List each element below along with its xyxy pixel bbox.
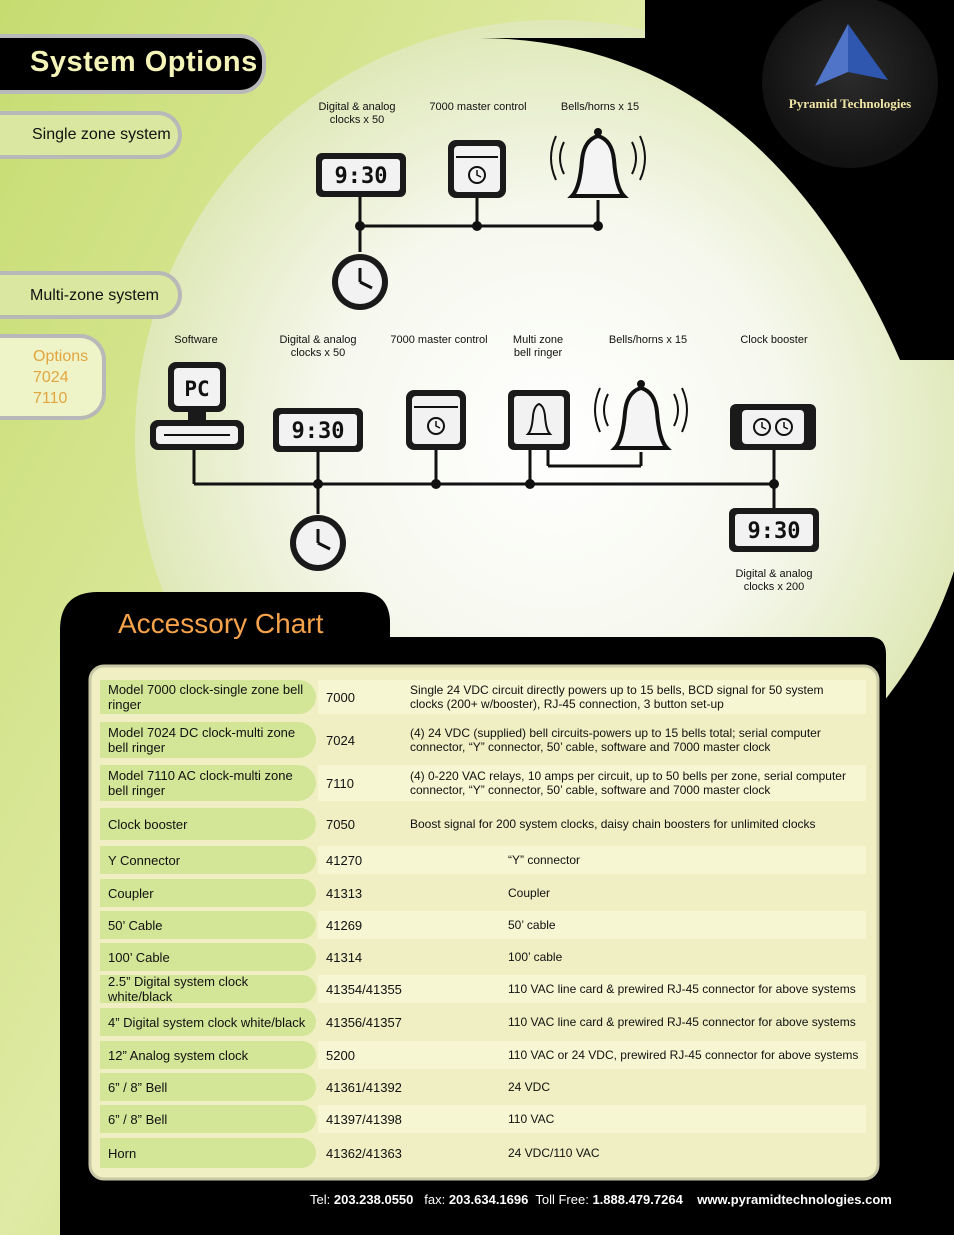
mz-bell-icon [595,380,687,448]
table-row [100,943,866,971]
mz-master-control-icon [406,390,466,450]
mz-ringer-label: Multi zone bell ringer [512,334,564,359]
row-model-number: 41361/41392 [326,1079,402,1095]
mz-bells-label: Bells/horns x 15 [608,334,688,346]
row-description: 110 VAC line card & prewired RJ-45 connector for above systems [508,1015,856,1029]
row-product-name: Model 7024 DC clock-multi zone bell ringer [100,722,316,758]
mz-pc-icon [150,362,244,450]
mz-master-label: 7000 master control [390,334,488,346]
row-description: Single 24 VDC circuit directly powers up to 15 bells, BCD signal for 50 system clocks (200+ w/booster), RJ-45 connection, 3 button set-up [410,683,824,711]
row-description: 110 VAC or 24 VDC, prewired RJ-45 connector for above systems [508,1048,859,1062]
table-row [100,1041,866,1069]
page-title: System Options [30,46,258,78]
mz-clocks200-label: Digital & analog clocks x 200 [735,568,813,593]
row-product-name: 12” Analog system clock [100,1041,316,1069]
option-7024: 7024 [33,369,69,386]
row-model-number: 41313 [326,885,363,901]
multi-zone-label: Multi-zone system [30,287,159,304]
row-description: 24 VDC/110 VAC [508,1146,600,1160]
row-model-number: 41270 [326,852,363,868]
row-model-number: 41354/41355 [326,981,402,997]
row-product-name: Horn [100,1138,316,1168]
row-model-number: 41362/41363 [326,1145,402,1161]
table-row [100,911,866,939]
sz-bells-label: Bells/horns x 15 [560,101,640,113]
mz-bell-ringer-icon [508,390,570,450]
table-row [100,722,866,758]
table-row [100,680,866,714]
row-product-name: 100’ Cable [100,943,316,971]
mz-digital-time-200: 9:30 [747,519,801,544]
single-zone-label: Single zone system [32,126,171,143]
row-product-name: 50’ Cable [100,911,316,939]
mz-pc-text: PC [184,377,210,401]
tollfree-number: 1.888.479.7264 [592,1192,683,1207]
row-model-number: 41397/41398 [326,1111,402,1127]
mz-analog-clock-icon [290,515,346,571]
row-description: “Y” connector [508,853,581,867]
row-description: 50’ cable [508,918,556,932]
row-product-name: Coupler [100,879,316,907]
footer-contact [310,1192,940,1207]
sz-master-label: 7000 master control [429,101,527,113]
row-model-number: 5200 [326,1047,355,1063]
table-row [100,1008,866,1036]
row-model-number: 41269 [326,917,363,933]
row-description: Coupler [508,886,551,900]
options-title: Options [33,348,89,365]
accessory-chart-title: Accessory Chart [118,608,324,639]
row-model-number: 41356/41357 [326,1014,402,1030]
row-model-number: 7000 [326,689,355,705]
row-product-name: 6” / 8” Bell [100,1105,316,1133]
table-row [100,1138,866,1168]
row-description: (4) 0-220 VAC relays, 10 amps per circuit, up to 50 bells per zone, serial computer connector, “Y” connector, 50’ cable, software and 7000 master clock [410,769,846,797]
tel-number: 203.238.0550 [333,1192,414,1207]
table-row [100,765,866,801]
fax-number: 203.634.1696 [448,1192,529,1207]
table-row [100,975,866,1003]
brand-name: Pyramid Technologies [788,96,912,111]
mz-booster-label: Clock booster [740,334,808,346]
mz-digital-time: 9:30 [291,419,345,444]
table-row [100,879,866,907]
multi-zone-diagram [0,0,954,600]
sz-digital-time: 9:30 [334,164,388,189]
mz-clocks-label: Digital & analog clocks x 50 [279,334,357,359]
option-7110: 7110 [33,390,68,407]
mz-software-label: Software [174,334,218,346]
table-row [100,1105,866,1133]
row-description: 100’ cable [508,950,563,964]
row-product-name: 2.5” Digital system clock white/black [100,975,316,1003]
row-product-name: Clock booster [100,808,316,840]
tel-label: Tel: [310,1192,331,1207]
website-link[interactable]: www.pyramidtechnologies.com [697,1192,892,1207]
mz-clock-booster-icon [730,404,816,450]
row-model-number: 7050 [326,816,355,832]
table-row [100,808,866,840]
row-description: Boost signal for 200 system clocks, daisy chain boosters for unlimited clocks [410,817,816,831]
row-description: 110 VAC line card & prewired RJ-45 connector for above systems [508,982,856,996]
fax-label: fax: [424,1192,446,1207]
row-product-name: Model 7110 AC clock-multi zone bell ringer [100,765,316,801]
row-model-number: 41314 [326,949,363,965]
row-description: (4) 24 VDC (supplied) bell circuits-powers up to 15 bells total; serial computer connector, “Y” connector, 50’ cable, software and 7000 master clock [410,726,821,754]
row-product-name: Y Connector [100,846,316,874]
tollfree-label: Toll Free: [535,1192,589,1207]
row-product-name: Model 7000 clock-single zone bell ringer [100,680,316,714]
row-description: 110 VAC [508,1112,555,1126]
table-row [100,1073,866,1101]
row-product-name: 4” Digital system clock white/black [100,1008,316,1036]
row-model-number: 7110 [326,775,354,791]
row-model-number: 7024 [326,732,355,748]
row-description: 24 VDC [508,1080,551,1094]
sz-clocks-label: Digital & analog clocks x 50 [318,101,396,126]
row-product-name: 6” / 8” Bell [100,1073,316,1101]
table-row [100,846,866,874]
